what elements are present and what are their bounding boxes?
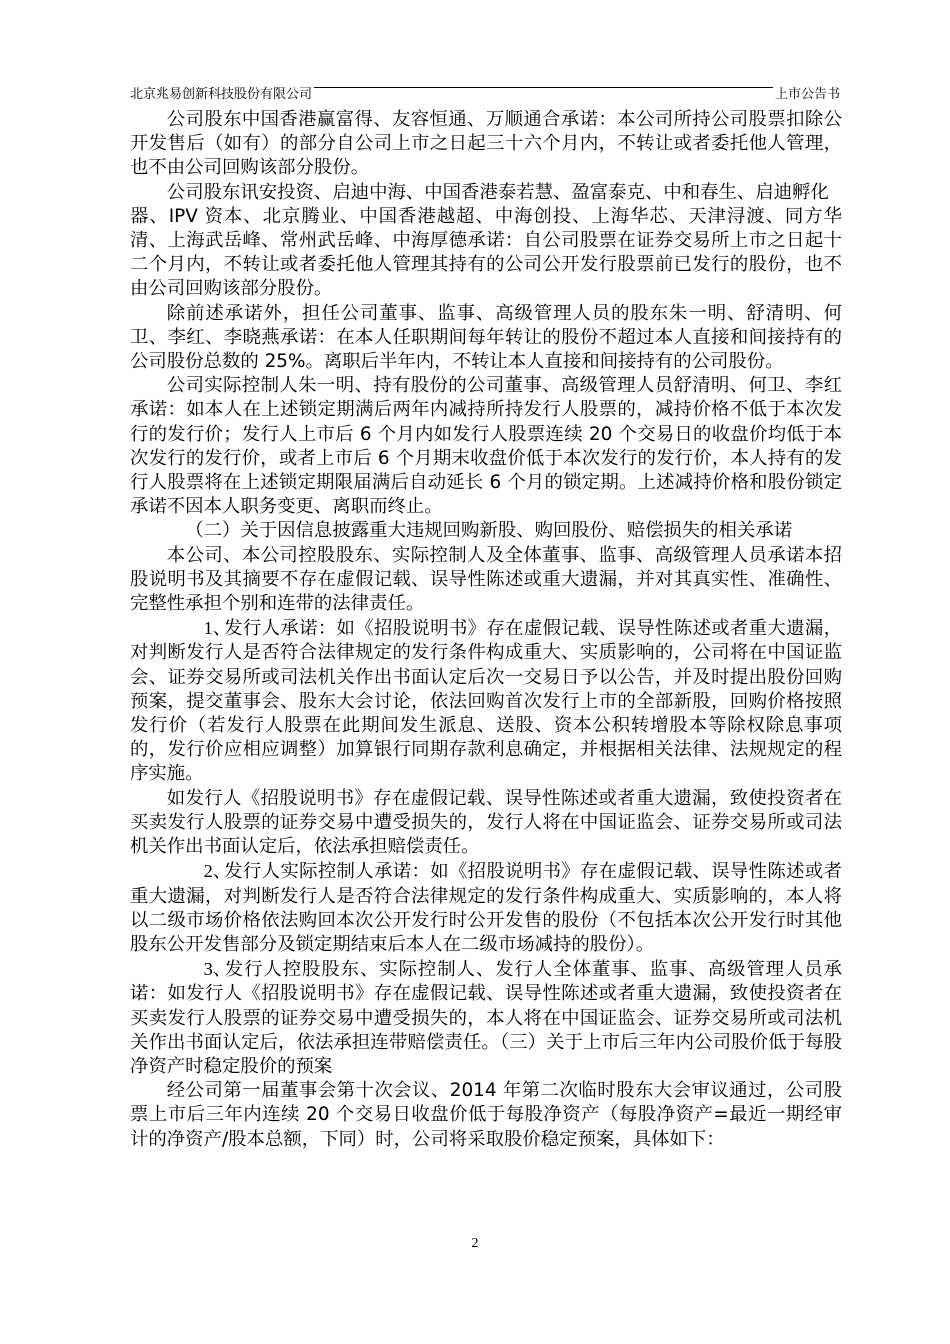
list-item-3-number: 3、 (203, 959, 232, 980)
paragraph-controller-reduction: 公司实际控制人朱一明、持有股份的公司董事、高级管理人员舒清明、何卫、李红承诺：如本人在上述锁定期满后两年内减持所持发行人股票的，减持价格不低于本次发行的发行价；发行人上市后 6 个月内如发行人股票连续 20 个交易日的收盘价均低于本次发行的发行价，或者上市后 6 个月期末收盘价低于本次发行的发行价，本人持有的发行人股票将在上述锁定期限届满后自动延长 6 个月的锁定期。上述减持价格和股份锁定承诺不因本人职务变更、离职而终止。 (130, 375, 842, 518)
list-item-1 (130, 616, 842, 786)
paragraph-lockup-36-months: 公司股东中国香港赢富得、友容恒通、万顺通合承诺：本公司所持公司股票扣除公开发售后（如有）的部分自公司上市之日起三十六个月内，不转让或者委托他人管理，也不由公司回购该部分股份。 (130, 109, 842, 179)
paragraph-disclosure-commitment: 本公司、本公司控股股东、实际控制人及全体董事、监事、高级管理人员承诺本招股说明书及其摘要不存在虚假记载、误导性陈述或重大遗漏，并对其真实性、准确性、完整性承担个别和连带的法律责任。 (130, 544, 842, 615)
document-body (130, 108, 842, 1152)
section-heading-2: （二）关于因信息披露重大违规回购新股、购回股份、赔偿损失的相关承诺 (185, 520, 793, 542)
header-document-type: 上市公告书 (774, 87, 840, 102)
list-item-2-number: 2、 (203, 861, 232, 882)
header-company-name: 北京兆易创新科技股份有限公司 (130, 87, 313, 102)
page-number: 2 (471, 1236, 479, 1251)
paragraph-price-stabilization: 经公司第一届董事会第十次会议、2014 年第二次临时股东大会审议通过，公司股票上市后三年内连续 20 个交易日收盘价低于每股净资产（每股净资产=最近一期经审计的净资产/股本总额，下同）时，公司将采取股价稳定预案，具体如下： (130, 1080, 842, 1150)
page-header (130, 86, 840, 104)
paragraph-lockup-12-months-start: 公司股东讯安投资、启迪中海、中国香港泰若慧、盈富泰克、中和春生、启迪孵化 (166, 181, 829, 203)
list-item-3-text: 发行人控股股东、实际控制人、发行人全体董事、监事、高级管理人员承诺：如发行人《招股说明书》存在虚假记载、误导性陈述或者重大遗漏，致使投资者在买卖发行人股票的证券交易中遭受损失的，本人将在中国证监会、证券交易所或司法机关作出书面认定后，依法承担连带赔偿责任。（三）关于上市后三年内公司股价低于每股净资产时稳定股价的预案 (130, 959, 842, 1077)
paragraph-lockup-12-months: 器、IPV 资本、北京腾业、中国香港越超、中海创投、上海华芯、天津浔渡、同方华清、上海武岳峰、常州武岳峰、中海厚德承诺：自公司股票在证券交易所上市之日起十二个月内，不转让或者委托他人管理其持有的公司公开发行股票前已发行的股份，也不由公司回购该部分股份。 (130, 205, 842, 300)
list-item-3 (130, 957, 842, 1079)
paragraph-director-transfer-limit: 除前述承诺外，担任公司董事、监事、高级管理人员的股东朱一明、舒清明、何卫、李红、李晓燕承诺：在本人任职期间每年转让的股份不超过本人直接和间接持有的公司股份总数的 25%。离职后半年内，不转让本人直接和间接持有的公司股份。 (130, 302, 842, 373)
list-item-2 (130, 859, 842, 957)
list-item-1-number: 1、 (203, 618, 232, 639)
list-item-1-text: 发行人承诺：如《招股说明书》存在虚假记载、误导性陈述或者重大遗漏，对判断发行人是否符合法律规定的发行条件构成重大、实质影响的，公司将在中国证监会、证券交易所或司法机关作出书面认定后次一交易日予以公告，并及时提出股份回购预案，提交董事会、股东大会讨论，依法回购首次发行上市的全部新股，回购价格按照发行价（若发行人股票在此期间发生派息、送股、资本公积转增股本等除权除息事项的，发行价应相应调整）加算银行同期存款利息确定，并根据相关法律、法规规定的程序实施。 (130, 618, 842, 785)
list-item-2-text: 发行人实际控制人承诺：如《招股说明书》存在虚假记载、误导性陈述或者重大遗漏，对判断发行人是否符合法律规定的发行条件构成重大、实质影响的，本人将以二级市场价格依法购回本次公开发行时公开发售的股份（不包括本次公开发行时其他股东公开发售部分及锁定期结束后本人在二级市场减持的股份）。 (130, 861, 842, 955)
paragraph-issuer-compensation: 如发行人《招股说明书》存在虚假记载、误导性陈述或者重大遗漏，致使投资者在买卖发行人股票的证券交易中遭受损失的，发行人将在中国证监会、证券交易所或司法机关作出书面认定后，依法承担赔偿责任。 (130, 787, 842, 858)
